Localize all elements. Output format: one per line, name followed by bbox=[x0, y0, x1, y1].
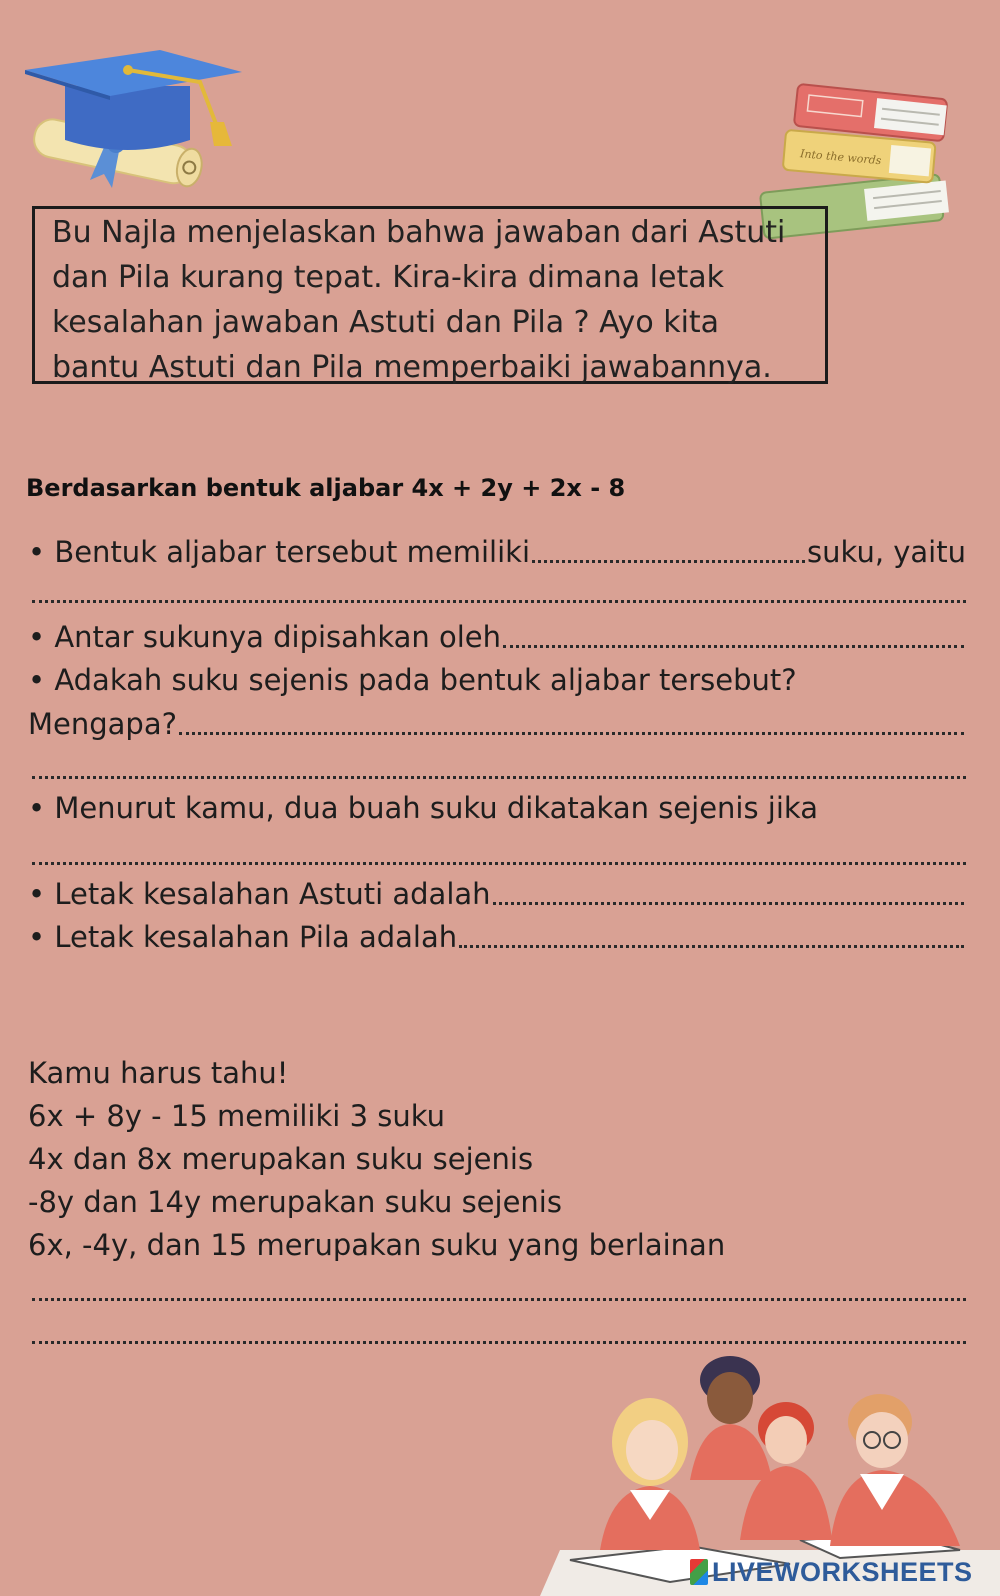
answer-blank-6[interactable] bbox=[459, 945, 964, 948]
answer-line-4[interactable] bbox=[32, 862, 966, 865]
question-2 bbox=[28, 617, 966, 657]
question-1-suffix: suku, yaitu bbox=[807, 535, 966, 569]
answer-blank-2[interactable] bbox=[503, 645, 964, 648]
answer-line-1b[interactable] bbox=[32, 600, 966, 603]
answer-line-3b[interactable] bbox=[32, 776, 966, 779]
question-1-label: • Bentuk aljabar tersebut memiliki bbox=[28, 535, 531, 569]
answer-line-info-1[interactable] bbox=[32, 1298, 966, 1301]
intro-line-1: Bu Najla menjelaskan bahwa jawaban dari Astuti bbox=[52, 215, 786, 250]
question-3b bbox=[28, 704, 966, 744]
info-line-4: 6x, -4y, dan 15 merupakan suku yang berlainan bbox=[28, 1228, 726, 1262]
info-line-1: 6x + 8y - 15 memiliki 3 suku bbox=[28, 1099, 446, 1133]
intro-line-3: kesalahan jawaban Astuti dan Pila ? Ayo kita bbox=[52, 305, 720, 340]
answer-blank-3[interactable] bbox=[179, 732, 964, 735]
question-1 bbox=[28, 532, 966, 572]
question-5-label: • Letak kesalahan Astuti adalah bbox=[28, 877, 491, 911]
question-4-label: • Menurut kamu, dua buah suku dikatakan sejenis jika bbox=[28, 791, 818, 825]
section-heading: Berdasarkan bentuk aljabar 4x + 2y + 2x - 8 bbox=[26, 474, 626, 502]
info-line-2: 4x dan 8x merupakan suku sejenis bbox=[28, 1142, 534, 1176]
graduation-cap-icon bbox=[20, 48, 250, 198]
liveworksheets-logo bbox=[690, 1557, 973, 1588]
question-3b-label: Mengapa? bbox=[28, 707, 177, 741]
intro-line-2: dan Pila kurang tepat. Kira-kira dimana letak bbox=[52, 260, 724, 295]
answer-blank-1[interactable] bbox=[532, 560, 805, 563]
info-title: Kamu harus tahu! bbox=[28, 1056, 289, 1090]
question-6 bbox=[28, 917, 966, 957]
question-6-label: • Letak kesalahan Pila adalah bbox=[28, 920, 458, 954]
liveworksheets-badge-icon bbox=[690, 1559, 708, 1585]
info-line-3: -8y dan 14y merupakan suku sejenis bbox=[28, 1185, 562, 1219]
svg-text:Into the words: Into the words bbox=[799, 147, 882, 168]
answer-blank-5[interactable] bbox=[493, 902, 964, 905]
intro-line-4: bantu Astuti dan Pila memperbaiki jawabannya. bbox=[52, 350, 772, 385]
question-4 bbox=[28, 788, 966, 828]
question-3-label: • Adakah suku sejenis pada bentuk aljabar tersebut? bbox=[28, 663, 797, 697]
question-5 bbox=[28, 874, 966, 914]
intro-text bbox=[52, 210, 812, 390]
info-block bbox=[28, 1052, 725, 1267]
watermark-text: LIVEWORKSHEETS bbox=[712, 1557, 973, 1587]
question-3 bbox=[28, 660, 966, 700]
answer-line-info-2[interactable] bbox=[32, 1341, 966, 1344]
question-2-label: • Antar sukunya dipisahkan oleh bbox=[28, 620, 501, 654]
